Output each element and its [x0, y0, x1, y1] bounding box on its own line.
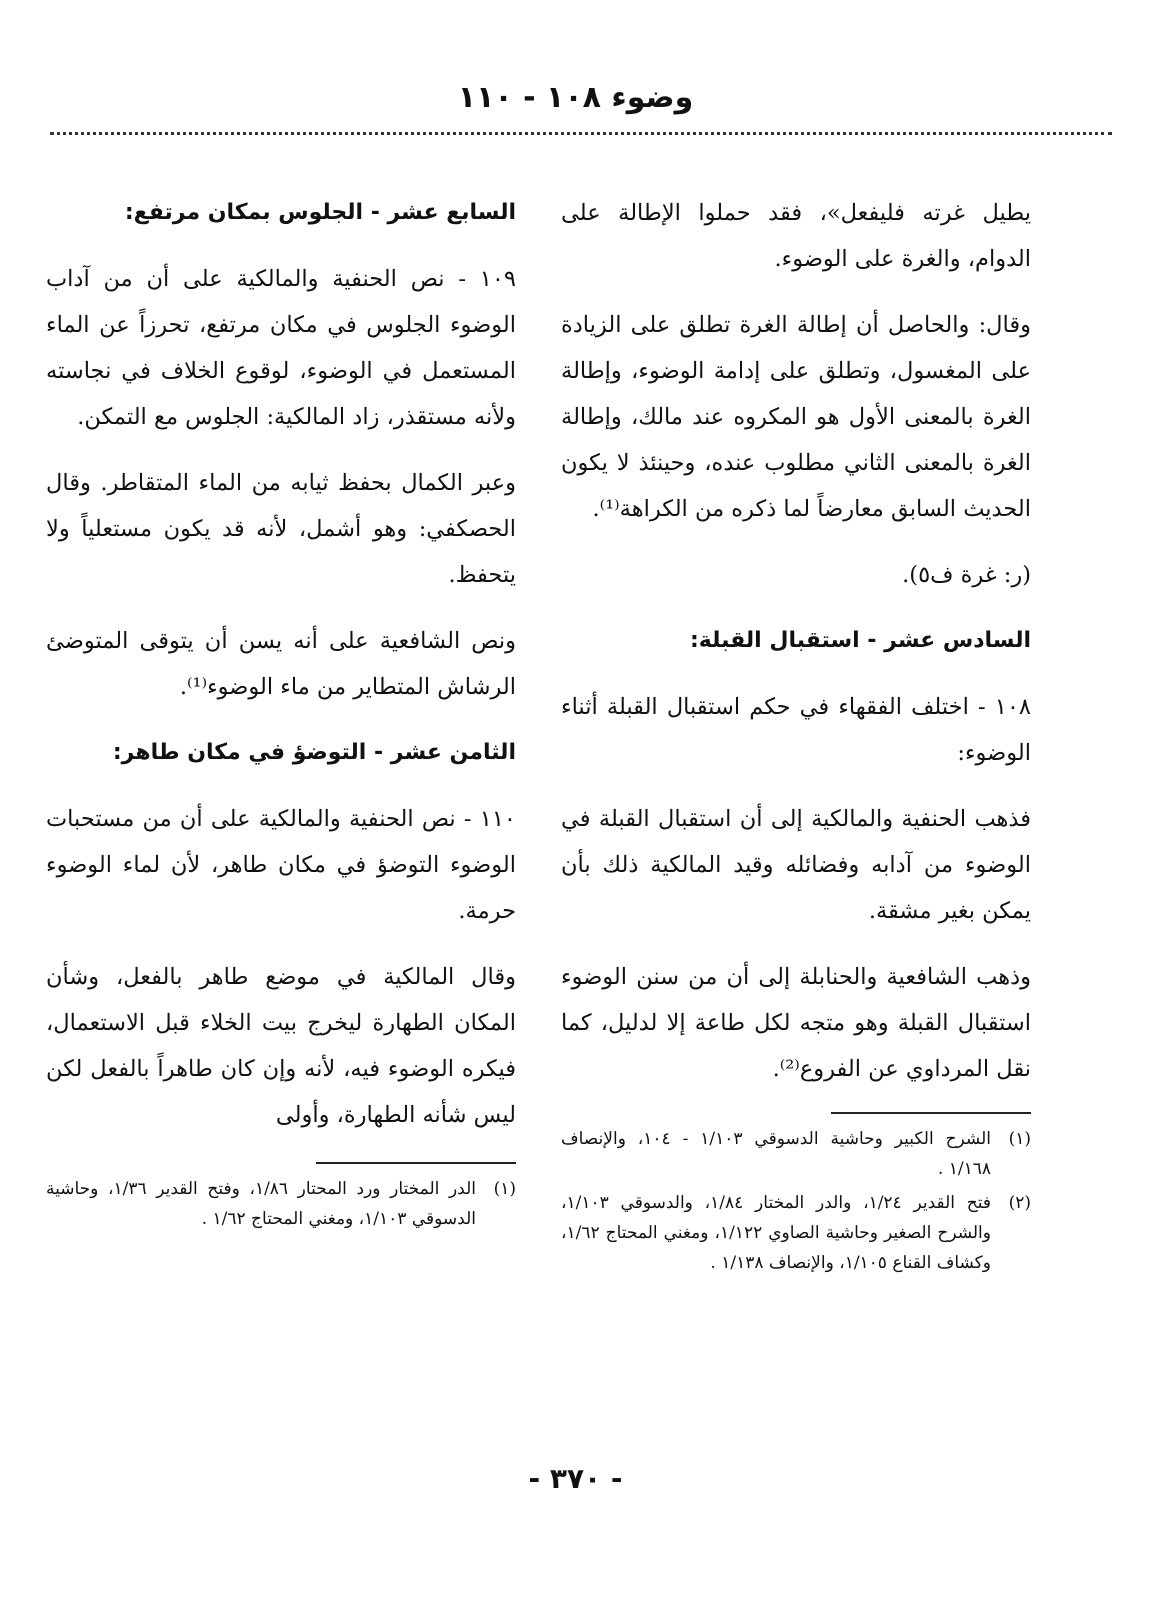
footnote-number: (٢) — [1008, 1193, 1031, 1213]
paragraph: يطيل غرته فليفعل»، فقد حملوا الإطالة على الدوام، والغرة على الوضوء. — [561, 200, 1031, 272]
paragraph: فذهب الحنفية والمالكية إلى أن استقبال القبلة في الوضوء من آدابه وفضائله وقيد المالكية ذلك بأن يمكن بغير مشقة. — [561, 806, 1031, 924]
footnote — [46, 1174, 516, 1234]
footnote-rule — [316, 1162, 516, 1164]
footnote-text: الشرح الكبير وحاشية الدسوقي ١/١٠٣ - ١٠٤، والإنصاف ١/١٦٨ . — [561, 1129, 991, 1179]
page-number: - ٣٧٠ - — [528, 1462, 623, 1495]
section-heading: الثامن عشر - التوضؤ في مكان طاهر: — [112, 740, 516, 765]
paragraph: وقال: والحاصل أن إطالة الغرة تطلق على الزيادة على المغسول، وتطلق على إدامة الوضوء، وإطالة الغرة بالمعنى الأول هو المكروه عند مالك، وإطالة الغرة بالمعنى الثاني مطلوب عنده، وحينئذ لا يكون الحديث السابق معارضاً لما ذكره من الكراهة⁽¹⁾. — [561, 312, 1031, 522]
footnote-number: (١) — [493, 1179, 516, 1199]
right-column — [561, 190, 1031, 1282]
footnote-text: فتح القدير ١/٢٤، والدر المختار ١/٨٤، والدسوقي ١/١٠٣، والشرح الصغير وحاشية الصاوي ١/١٢٢، ومغني المحتاج ١/٦٢، وكشاف القناع ١/١٠٥، والإنصاف ١/١٣٨ . — [561, 1193, 991, 1273]
left-column — [46, 190, 516, 1238]
paragraph: وذهب الشافعية والحنابلة إلى أن من سنن الوضوء استقبال القبلة وهو متجه لكل طاعة إلا لدليل، كما نقل المرداوي عن الفروع⁽²⁾. — [561, 964, 1031, 1082]
footnote — [561, 1188, 1031, 1278]
paragraph: ١٠٨ - اختلف الفقهاء في حكم استقبال القبلة أثناء الوضوء: — [561, 694, 1031, 766]
paragraph: وقال المالكية في موضع طاهر بالفعل، وشأن المكان الطهارة ليخرج بيت الخلاء قبل الاستعمال، فيكره الوضوء فيه، لأنه وإن كان طاهراً بالفعل لكن ليس شأنه الطهارة، وأولى — [46, 964, 516, 1128]
footnote-text: الدر المختار ورد المحتار ١/٨٦، وفتح القدير ١/٣٦، وحاشية الدسوقي ١/١٠٣، ومغني المحتاج ١/٦٢ . — [46, 1179, 476, 1229]
running-header: وضوء ١٠٨ - ١١٠ — [457, 80, 694, 115]
paragraph: وعبر الكمال بحفظ ثيابه من الماء المتقاطر. وقال الحصكفي: وهو أشمل، لأنه قد يكون مستعلياً ولا يتحفظ. — [46, 470, 516, 588]
footnote-rule — [831, 1112, 1031, 1114]
paragraph: ١٠٩ - نص الحنفية والمالكية على أن من آداب الوضوء الجلوس في مكان مرتفع، تحرزاً عن الماء المستعمل في الوضوء، لوقوع الخلاف في نجاسته ولأنه مستقذر، زاد المالكية: الجلوس مع التمكن. — [46, 266, 516, 430]
section-heading: السابع عشر - الجلوس بمكان مرتفع: — [124, 200, 516, 225]
cross-reference: (ر: غرة ف٥). — [902, 562, 1031, 588]
section-heading: السادس عشر - استقبال القبلة: — [689, 628, 1031, 653]
footnote — [561, 1124, 1031, 1184]
header-dotted-rule — [50, 132, 1112, 135]
paragraph: ونص الشافعية على أنه يسن أن يتوقى المتوضئ الرشاش المتطاير من ماء الوضوء⁽¹⁾. — [46, 628, 516, 700]
footnote-number: (١) — [1008, 1129, 1031, 1149]
paragraph: ١١٠ - نص الحنفية والمالكية على أن من مستحبات الوضوء التوضؤ في مكان طاهر، لأن لماء الوضوء حرمة. — [46, 806, 516, 924]
